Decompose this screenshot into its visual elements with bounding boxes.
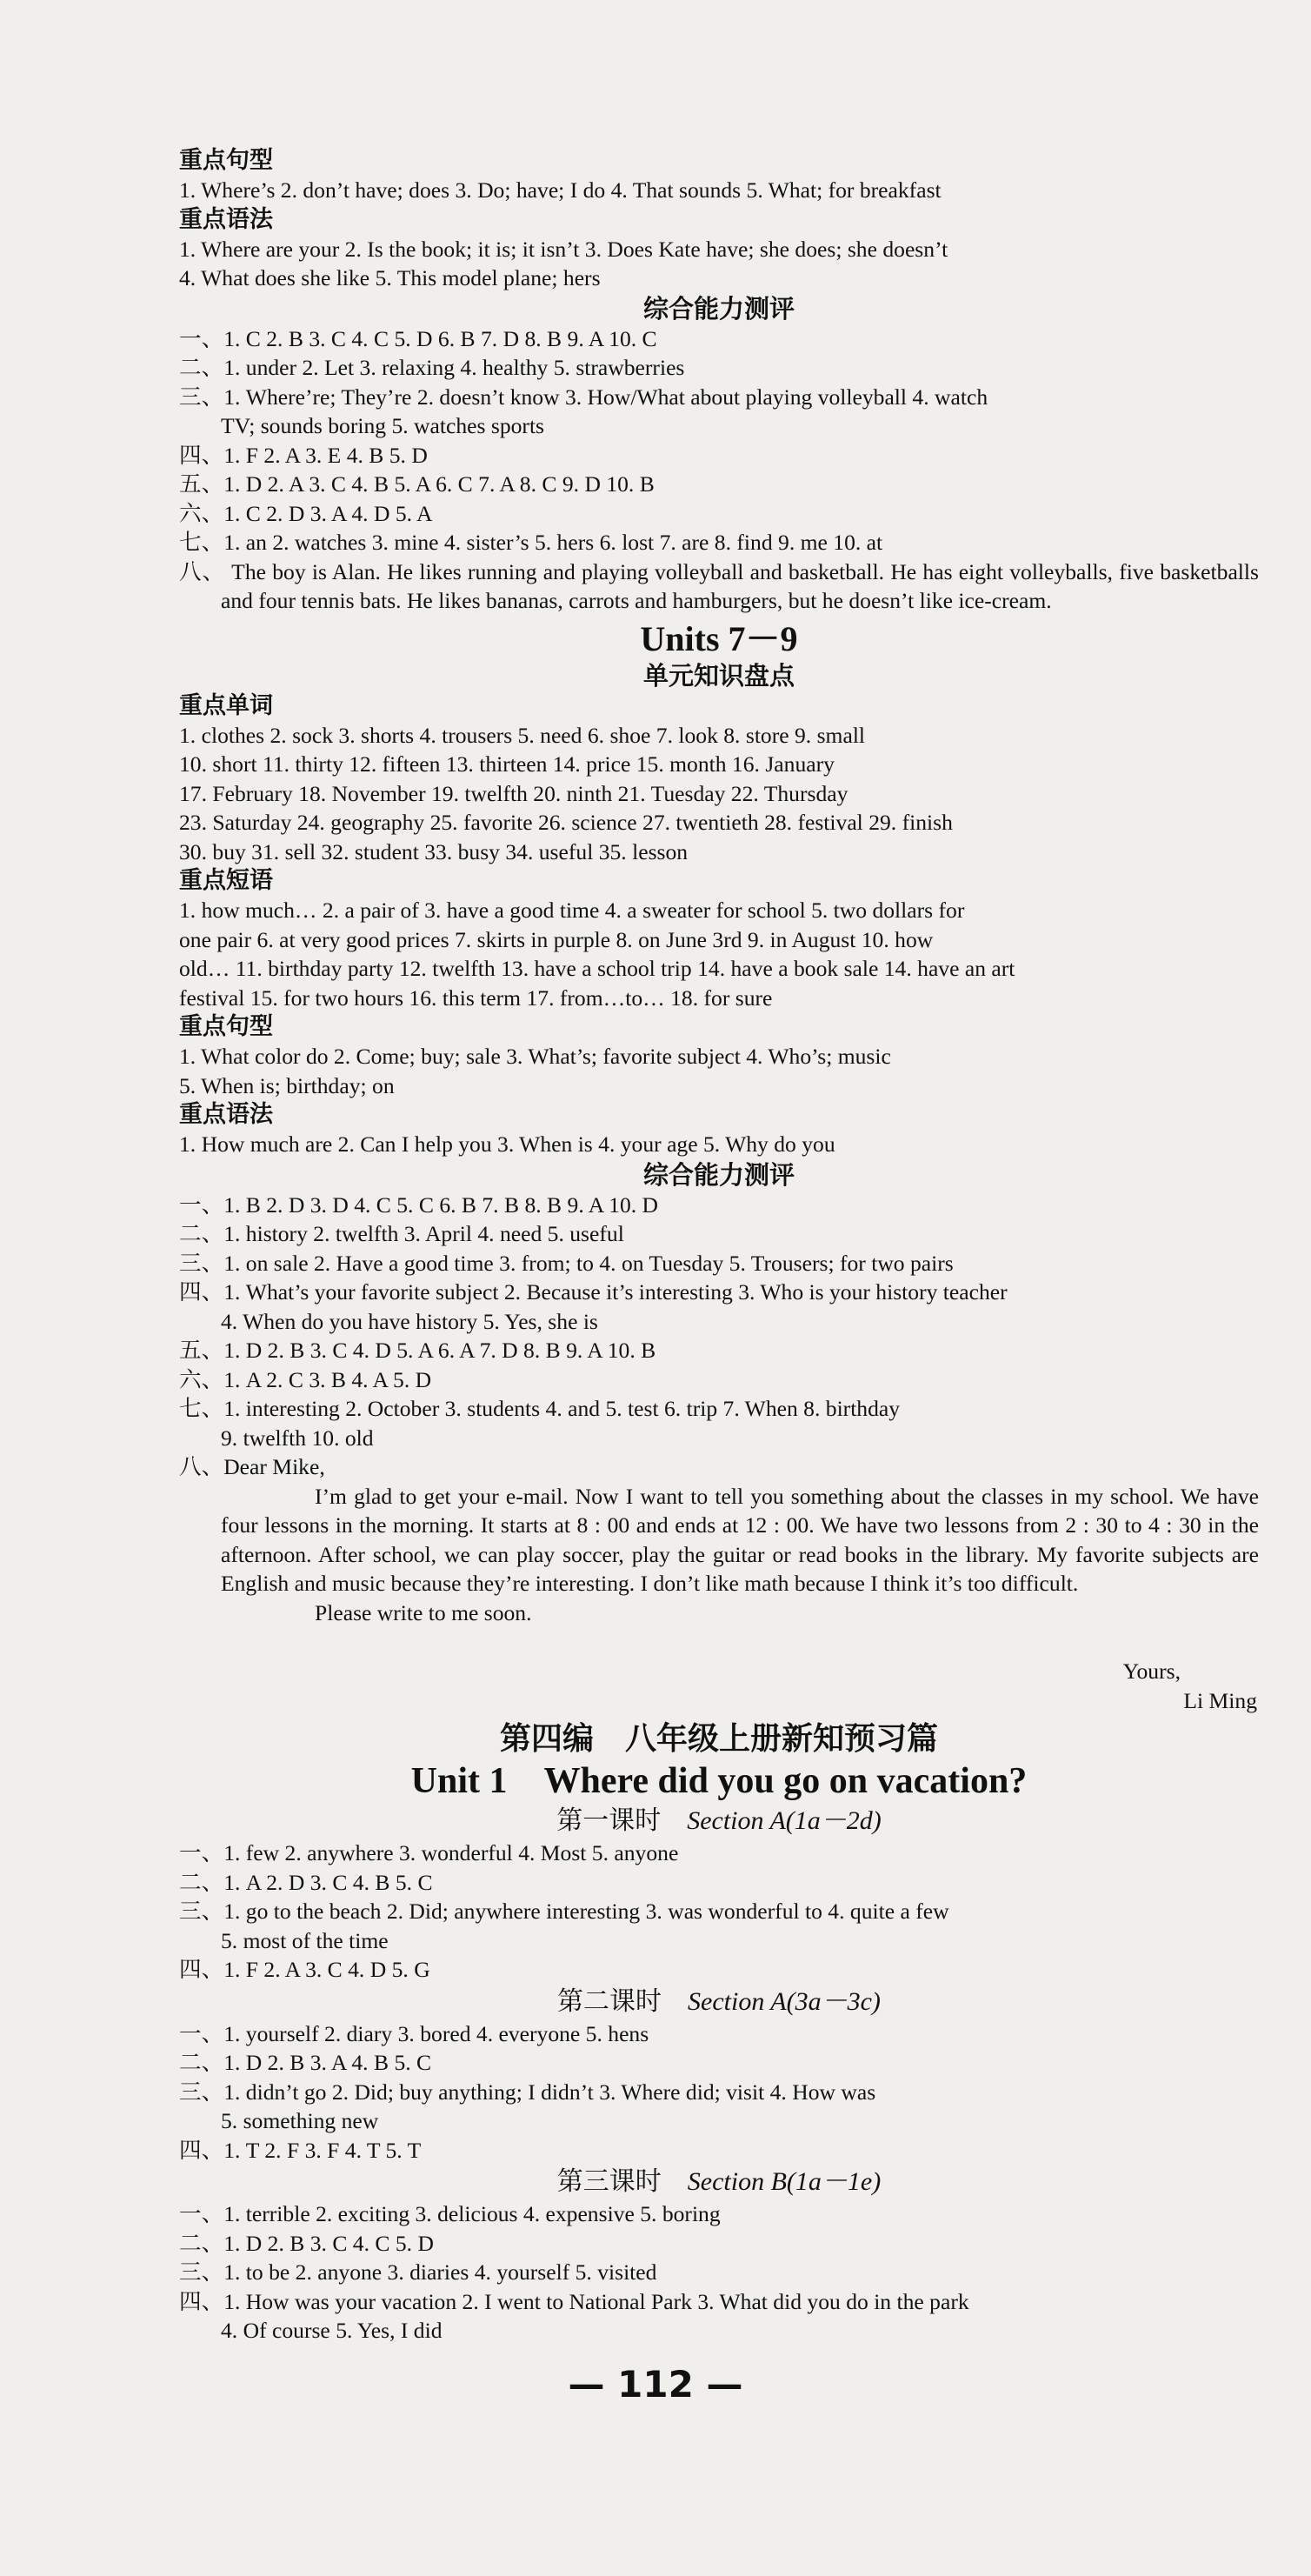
lesson-section: Section A(3a－3c) [688,1986,881,2016]
letter-signature: Li Ming [1183,1687,1257,1713]
answer-line: 二、1. under 2. Let 3. relaxing 4. healthy 5. strawberries [179,355,685,380]
answer-line: 1. How much are 2. Can I help you 3. When is 4. your age 5. Why do you [179,1131,835,1157]
answer-line: 二、1. A 2. D 3. C 4. B 5. C [179,1869,433,1895]
answer-line: 四、1. T 2. F 3. F 4. T 5. T [179,2137,422,2163]
answer-line: 四、1. F 2. A 3. E 4. B 5. D [179,442,428,468]
lesson-heading [179,1804,1259,1839]
answer-line: 10. short 11. thirty 12. fifteen 13. thirteen 14. price 15. month 16. January [179,751,835,777]
answer-line: 三、1. Where’re; They’re 2. doesn’t know 3. How/What about playing volleyball 4. watch [179,384,988,410]
lesson-section: Section A(1a－2d) [687,1806,882,1835]
answer-line: 5. something new [221,2108,379,2133]
answer-line: 一、1. terrible 2. exciting 3. delicious 4. expensive 5. boring [179,2201,721,2226]
lesson-section: Section B(1a－1e) [687,2167,882,2196]
answer-line: 一、1. yourself 2. diary 3. bored 4. everyone 5. hens [179,2020,649,2046]
answer-line: 一、1. few 2. anywhere 3. wonderful 4. Most 5. anyone [179,1840,679,1865]
answer-line: 四、1. F 2. A 3. C 4. D 5. G [179,1957,430,1982]
unit-title: Unit 1 Where did you go on vacation? [410,1761,1028,1801]
section-heading: 重点句型 [179,1013,273,1040]
page-number: — 112 — [568,2363,743,2406]
answer-line: 六、1. A 2. C 3. B 4. A 5. D [179,1366,432,1392]
answer-line: one pair 6. at very good prices 7. skirts in purple 8. on June 3rd 9. in August 10. how [179,926,934,952]
lesson-number: 第一课时 [556,1806,662,1835]
answer-line: 二、1. D 2. B 3. C 4. C 5. D [179,2230,434,2256]
answer-line: 七、1. an 2. watches 3. mine 4. sister’s 5. hers 6. lost 7. are 8. find 9. me 10. at [179,530,883,555]
answer-line: 八、Dear Mike, [179,1454,325,1479]
answer-line: 17. February 18. November 19. twelfth 20. ninth 21. Tuesday 22. Thursday [179,780,848,806]
answer-line: 4. What does she like 5. This model plane; hers [179,265,601,290]
section-heading: 重点语法 [179,205,273,233]
answer-line: 4. When do you have history 5. Yes, she is [221,1308,598,1334]
section-heading: 重点语法 [179,1101,273,1128]
answer-line: old… 11. birthday party 12. twelfth 13. have a school trip 14. have a book sale 14. have an art [179,956,1015,981]
answer-line: 二、1. D 2. B 3. A 4. B 5. C [179,2050,432,2075]
answer-line: 五、1. D 2. A 3. C 4. B 5. A 6. C 7. A 8. C 9. D 10. B [179,471,655,497]
lesson-heading [179,1985,1259,2019]
lesson-heading [179,2165,1259,2199]
section-heading: 重点句型 [179,147,273,174]
section-heading: 重点单词 [179,691,273,719]
answer-line: 4. Of course 5. Yes, I did [221,2318,443,2343]
answer-line: 5. When is; birthday; on [179,1072,395,1098]
answer-line: 三、1. on sale 2. Have a good time 3. from; to 4. on Tuesday 5. Trousers; for two pairs [179,1250,954,1276]
lesson-number: 第二课时 [557,1986,662,2016]
letter-sign-off: Yours, [1122,1658,1181,1684]
answer-line: 三、1. go to the beach 2. Did; anywhere interesting 3. was wonderful to 4. quite a few [179,1899,949,1924]
answer-line: 二、1. history 2. twelfth 3. April 4. need 5. useful [179,1221,624,1246]
answer-line: 1. how much… 2. a pair of 3. have a good time 4. a sweater for school 5. two dollars for [179,898,965,923]
answer-line: 1. clothes 2. sock 3. shorts 4. trousers 5. need 6. shoe 7. look 8. store 9. small [179,722,866,748]
unit-title: Units 7－9 [640,618,798,658]
answer-line: 1. What color do 2. Come; buy; sale 3. What’s; favorite subject 4. Who’s; music [179,1044,891,1069]
test-heading: 综合能力测评 [642,293,795,324]
test-heading: 综合能力测评 [642,1159,795,1190]
answer-line: 七、1. interesting 2. October 3. students 4. and 5. test 6. trip 7. When 8. birthday [179,1396,901,1421]
answer-line: 23. Saturday 24. geography 25. favorite 26. science 27. twentieth 28. festival 29. finish [179,810,953,835]
unit-subtitle: 单元知识盘点 [642,660,795,691]
answer-line: 三、1. didn’t go 2. Did; buy anything; I didn’t 3. Where did; visit 4. How was [179,2079,876,2105]
letter-body: I’m glad to get your e-mail. Now I want to tell you something about the classes in my school. We have four lessons in the morning. It starts at 8 : 00 and ends at 12 : 00. We have two lessons from 2 : 30 to 4 : 30 in the afternoon. After school, we can play soccer, play the guitar or read books in the library. My favorite subjects are English and music because they’re interesting. I don’t like math because I think it’s too difficult. [221,1483,1259,1596]
section-heading: 重点短语 [179,867,273,894]
part-title: 第四编 八年级上册新知预习篇 [499,1721,938,1757]
letter-closing-line: Please write to me soon. [315,1599,532,1625]
writing-answer: 八、 The boy is Alan. He likes running and playing volleyball and basketball. He has eight volleyballs, five basketballs and four tennis bats. He likes bananas, carrots and hamburgers, but he doesn’t like ice-cream. [179,558,1259,613]
answer-line: 9. twelfth 10. old [221,1425,374,1451]
answer-line: 一、1. C 2. B 3. C 4. C 5. D 6. B 7. D 8. B 9. A 10. C [179,325,657,351]
answer-line: 四、1. What’s your favorite subject 2. Because it’s interesting 3. Who is your history teacher [179,1279,1008,1305]
lesson-number: 第三课时 [556,2167,662,2196]
answer-line: 5. most of the time [221,1927,389,1953]
answer-line: 一、1. B 2. D 3. D 4. C 5. C 6. B 7. B 8. B 9. A 10. D [179,1191,659,1218]
answer-line: 三、1. to be 2. anyone 3. diaries 4. yourself 5. visited [179,2259,657,2285]
answer-line: TV; sounds boring 5. watches sports [221,413,545,438]
answer-line: 四、1. How was your vacation 2. I went to National Park 3. What did you do in the park [179,2288,969,2314]
answer-line: 五、1. D 2. B 3. C 4. D 5. A 6. A 7. D 8. B 9. A 10. B [179,1338,656,1363]
answer-line: 1. Where are your 2. Is the book; it is; it isn’t 3. Does Kate have; she does; she doesn’t [179,236,948,262]
answer-line: 六、1. C 2. D 3. A 4. D 5. A [179,500,433,526]
answer-line: 1. Where’s 2. don’t have; does 3. Do; have; I do 4. That sounds 5. What; for breakfast [179,177,942,203]
answer-line: festival 15. for two hours 16. this term 17. from…to… 18. for sure [179,984,773,1011]
answer-line: 30. buy 31. sell 32. student 33. busy 34. useful 35. lesson [179,838,689,864]
